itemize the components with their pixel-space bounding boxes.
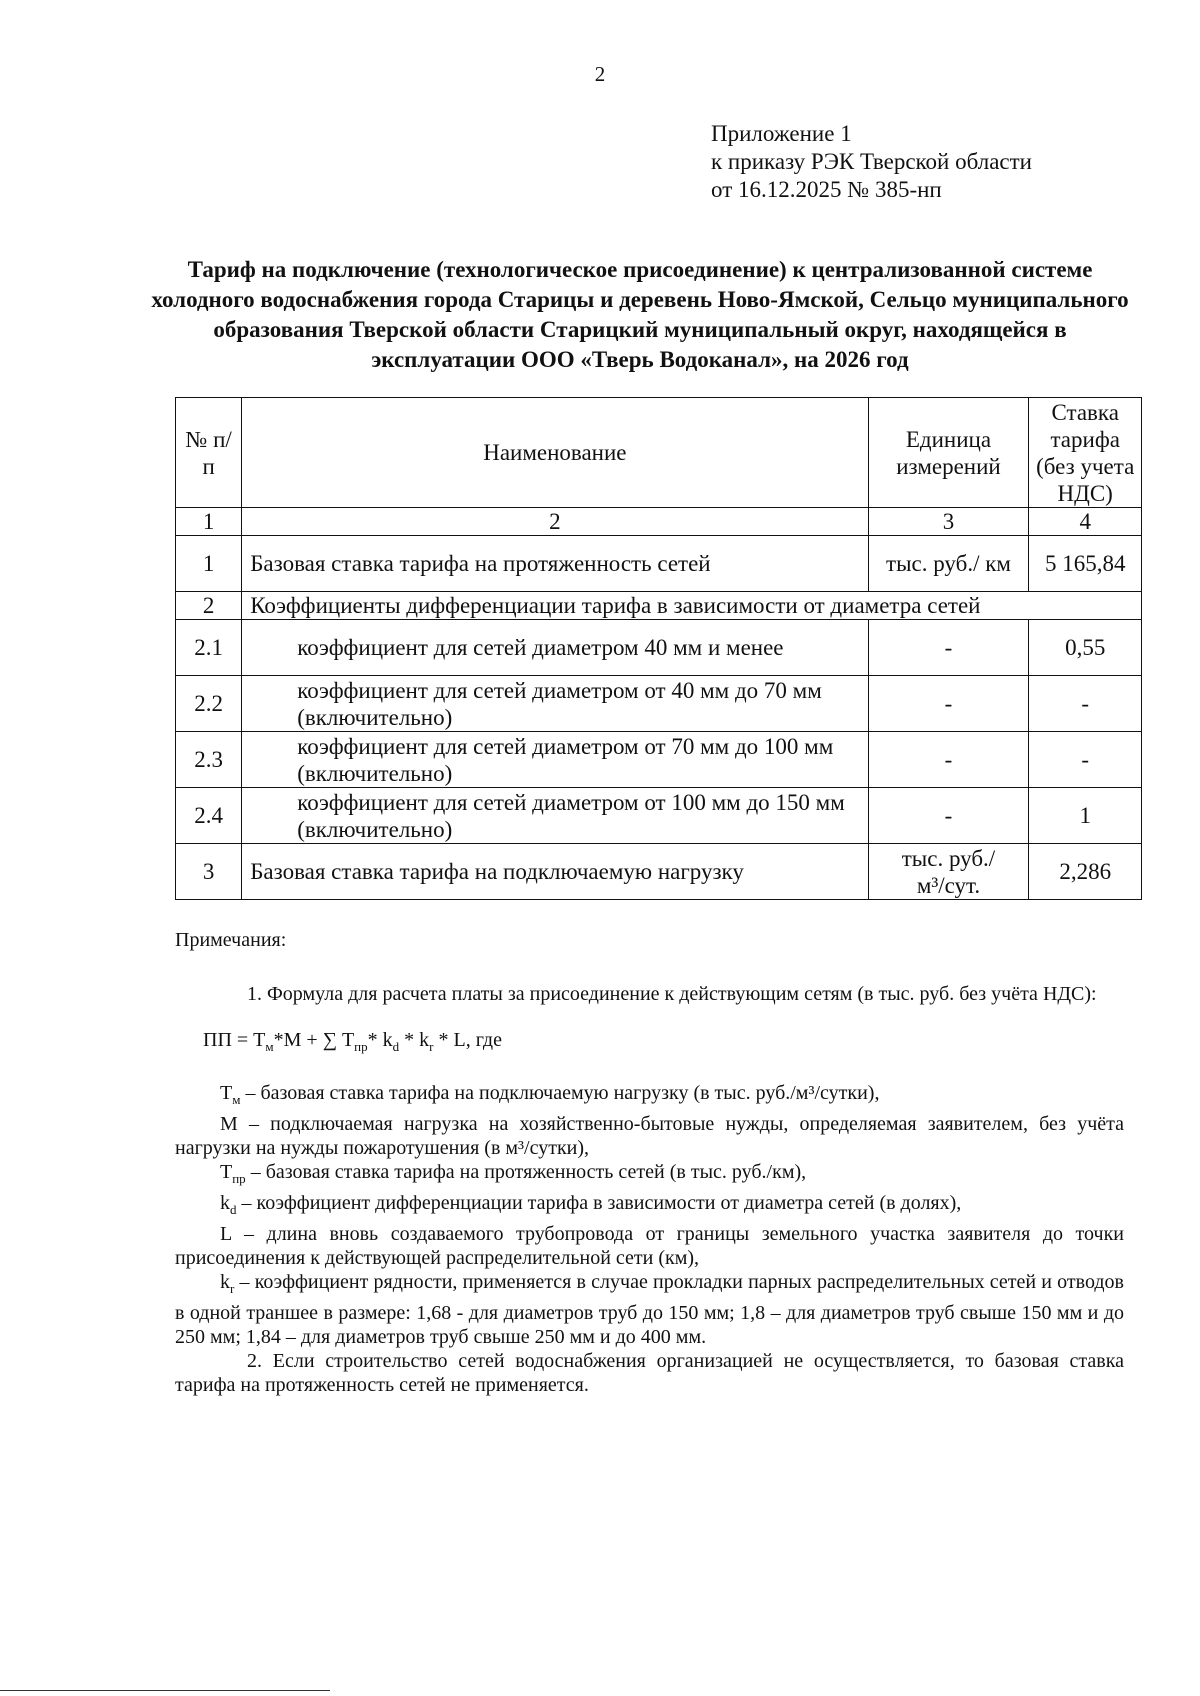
row-unit: - xyxy=(868,676,1029,732)
header-name: Наименование xyxy=(242,398,868,508)
row-name: коэффициент для сетей диаметром от 40 мм до 70 мм (включительно) xyxy=(242,676,868,732)
row-num: 2.1 xyxy=(176,620,242,676)
col-number-2: 2 xyxy=(242,508,868,536)
spacer xyxy=(175,1059,1124,1081)
row-unit xyxy=(868,844,1029,900)
row-name: Коэффициенты дифференциации тарифа в зависимости от диаметра сетей xyxy=(242,592,1142,620)
definition-item: М – подключаемая нагрузка на хозяйственно-бытовые нужды, определяемая заявителем, без учёта нагрузки на нужды пожаротушения (в м³/сутки), xyxy=(175,1113,1125,1159)
column-number-row xyxy=(176,508,1142,536)
table-row xyxy=(176,676,1142,732)
note-item-2: 2. Если строительство сетей водоснабжения организацией не осуществляется, то базовая ставка тарифа на протяженность сетей не применяется. xyxy=(175,1350,1124,1396)
header-num: № п/п xyxy=(176,398,242,508)
table-row xyxy=(176,536,1142,592)
row-num: 2.2 xyxy=(176,676,242,732)
row-num: 1 xyxy=(176,536,242,592)
col-number-3: 3 xyxy=(868,508,1029,536)
row-value: - xyxy=(1029,732,1142,788)
row-num: 3 xyxy=(176,844,242,900)
definition-item: $Т_{пр}$ – базовая ставка тарифа на протяженность сетей (в тыс. руб./км), xyxy=(220,1161,807,1186)
definition-item: $k_r$ – коэффициент рядности, применяется в случае прокладки парных распределительных сетей и отводов в одной траншее в размере: 1,68 - для диаметров труб до 150 мм; 1,8 – для диаметров труб свыше 150 мм и до 250 мм; 1,84 – для диаметров труб свыше 250 мм и до 400 мм. xyxy=(175,1271,1124,1348)
row-unit-line-1: тыс. руб./ xyxy=(901,845,996,871)
spacer xyxy=(175,1006,1124,1028)
definition-item: $Т_м$ – базовая ставка тарифа на подключаемую нагрузку (в тыс. руб./м³/сутки), xyxy=(220,1082,880,1107)
table-row xyxy=(176,732,1142,788)
appendix-line-1: Приложение 1 xyxy=(711,121,852,146)
spacer xyxy=(175,952,1124,982)
header-rate: Ставка тарифа (без учета НДС) xyxy=(1029,398,1142,508)
note-item-1: 1. Формула для расчета платы за присоединение к действующим сетям (в тыс. руб. без учёта НДС): xyxy=(247,983,1097,1005)
row-name: коэффициент для сетей диаметром от 70 мм до 100 мм (включительно) xyxy=(242,732,868,788)
row-value: 1 xyxy=(1029,788,1142,844)
appendix-line-2: к приказу РЭК Тверской области xyxy=(711,149,1032,174)
table-row xyxy=(176,592,1142,620)
row-unit-line-2: м³/сут. xyxy=(916,872,981,898)
definition-item: L – длина вновь создаваемого трубопровода от границы земельного участка заявителя до точки присоединения к действующей распределительной сети (км), xyxy=(175,1223,1124,1269)
definition-item: $k_d$ – коэффициент дифференциации тарифа в зависимости от диаметра сетей (в долях), xyxy=(220,1192,962,1217)
row-num: 2.3 xyxy=(176,732,242,788)
page-number: 2 xyxy=(594,62,606,86)
appendix-line-3: от 16.12.2025 № 385-нп xyxy=(711,177,942,202)
row-name: Базовая ставка тарифа на подключаемую нагрузку xyxy=(242,844,868,900)
row-unit: - xyxy=(868,620,1029,676)
row-name: Базовая ставка тарифа на протяженность сетей xyxy=(242,536,868,592)
row-name: коэффициент для сетей диаметром от 100 мм до 150 мм (включительно) xyxy=(242,788,868,844)
row-unit: - xyxy=(868,788,1029,844)
row-unit: тыс. руб./ км xyxy=(868,536,1029,592)
col-number-4: 4 xyxy=(1029,508,1142,536)
notes-section xyxy=(175,928,1124,1397)
row-value: 5 165,84 xyxy=(1029,536,1142,592)
appendix-reference xyxy=(711,120,1032,204)
document-title: Тариф на подключение (технологическое присоединение) к централизованной системе холодного водоснабжения города Старицы и деревень Ново-Ямской, Сельцо муниципального образования Тверской области Старицкий муниципальный округ, находящейся в эксплуатации ООО «Тверь Водоканал», на 2026 год xyxy=(151,257,1129,372)
table-row xyxy=(176,788,1142,844)
row-value: 2,286 xyxy=(1029,844,1142,900)
row-name: коэффициент для сетей диаметром 40 мм и менее xyxy=(242,620,868,676)
row-unit: - xyxy=(868,732,1029,788)
row-value: - xyxy=(1029,676,1142,732)
table-row xyxy=(176,620,1142,676)
row-num: 2.4 xyxy=(176,788,242,844)
footer-divider xyxy=(0,1690,330,1691)
row-value: 0,55 xyxy=(1029,620,1142,676)
tariff-table xyxy=(175,397,1142,900)
table-header-row xyxy=(176,398,1142,508)
formula: ПП = $Т_м*М$ + ∑ $Т_{пр}*$ $k_d * k_r$ * L, где xyxy=(203,1029,502,1054)
col-number-1: 1 xyxy=(176,508,242,536)
table-row xyxy=(176,844,1142,900)
notes-heading: Примечания: xyxy=(175,929,287,951)
row-num: 2 xyxy=(176,592,242,620)
header-unit: Единица измерений xyxy=(868,398,1029,508)
